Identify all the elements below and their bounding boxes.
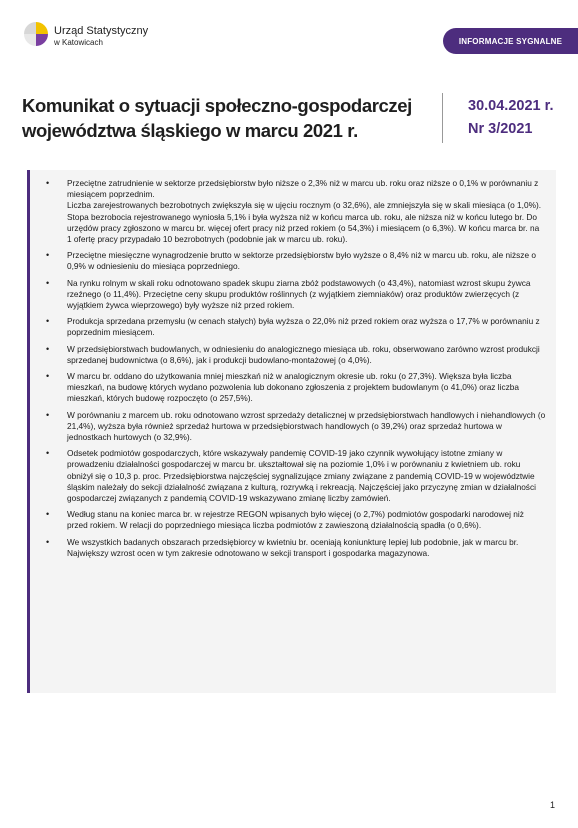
list-item — [30, 250, 546, 272]
publication-meta — [468, 95, 553, 141]
publication-number: Nr 3/2021 — [468, 121, 533, 137]
list-item-text: Według stanu na koniec marca br. w rejestrze REGON wpisanych było więcej (o 2,7%) podmiotów gospodarki narodowej niż przed rokiem. W relacji do poprzedniego miesiąca liczba podmiotów z zawieszoną działalnością spadła (o 0,6%). — [67, 509, 524, 531]
list-item-text: Produkcja sprzedana przemysłu (w cenach stałych) była wyższa o 22,0% niż przed rokiem oraz wyższa o 17,7% w porównaniu z poprzednim miesiącem. — [67, 316, 540, 338]
bullet-icon: • — [46, 343, 50, 354]
bullet-icon: • — [46, 509, 50, 520]
page-title — [22, 93, 422, 143]
bullet-icon: • — [46, 250, 50, 261]
list-item-text: W przedsiębiorstwach budowlanych, w odniesieniu do analogicznego miesiąca ub. roku, obserwowano zarówno wzrost produkcji sprzedanej budownictwa (o 8,6%), jak i produkcji budowlano-montażowej (o 4,0%). — [67, 343, 540, 365]
list-item-text: Przeciętne miesięczne wynagrodzenie brutto w sektorze przedsiębiorstw było wyższe o 8,4% niż w marcu ub. roku, ale niższe o 0,9% w odniesieniu do miesiąca poprzedniego. — [67, 250, 536, 272]
summary-list — [30, 170, 556, 559]
logo-text — [54, 26, 148, 48]
list-item-text: We wszystkich badanych obszarach przedsiębiorcy w kwietniu br. oceniają koniunkturę lepiej lub podobnie, jak w marcu br. Największy wzrost ocen w tym zakresie odnotowano w sekcji transport i gospodarka magazynowa. — [67, 536, 519, 558]
list-item-text: W porównaniu z marcem ub. roku odnotowano wzrost sprzedaży detalicznej w przedsiębiorstwach handlowych i niehandlowych (o 21,4%), wyższa była również sprzedaż hurtowa w przedsiębiorstwach handlowych (o 39,2%) oraz sprzedaż hurtowa w jednostkach hurtowych (o 32,9%). — [67, 409, 546, 443]
logo-name: Urząd Statystyczny — [54, 25, 149, 37]
page-number: 1 — [550, 800, 556, 810]
list-item-text: Liczba zarejestrowanych bezrobotnych zwiększyła się w ujęciu rocznym (o 32,6%), ale zmniejszyła się w skali miesiąca (o 1,0%). Stopa bezrobocia rejestrowanego wyniosła 5,1% i była wyższa niż w końcu marca ub. roku, ale niższa niż w końcu lutego br. Do urzędów pracy zgłoszono w marcu br. więcej ofert pracy niż przed rokiem (o 54,3%) i miesiącem (o 6,3%). W końcu marca br. na 1 ofertę pracy przypadało 10 bezrobotnych (podobnie jak w marcu ub. roku). — [67, 200, 542, 245]
bullet-icon: • — [46, 277, 50, 288]
title-line-2: województwa śląskiego w marcu 2021 r. — [22, 120, 358, 141]
list-item — [30, 344, 546, 366]
header-divider — [442, 93, 443, 143]
bullet-icon: • — [46, 536, 50, 547]
bullet-icon: • — [46, 316, 50, 327]
publication-date: 30.04.2021 r. — [468, 98, 554, 114]
bullet-icon: • — [46, 178, 50, 188]
logo-mark-icon — [22, 20, 50, 50]
list-item-text: Przeciętne zatrudnienie w sektorze przedsiębiorstw było niższe o 2,3% niż w marcu ub. roku oraz niższe o 0,1% w porównaniu z miesiącem poprzednim. — [67, 178, 539, 200]
title-line-1: Komunikat o sytuacji społeczno-gospodarczej — [22, 95, 412, 116]
list-item — [30, 410, 546, 444]
summary-box — [27, 170, 556, 693]
list-item-text: Na rynku rolnym w skali roku odnotowano spadek skupu ziarna zbóż podstawowych (o 43,4%), natomiast wzrost skupu żywca rzeźnego (o 11,4%). Przeciętne ceny skupu produktów roślinnych (z wyjątkiem ziemniaków) oraz produktów zwierzęcych (z wyjątkiem żywca wieprzowego) były wyższe niż przed rokiem. — [67, 277, 531, 311]
bullet-icon: • — [46, 409, 50, 420]
bullet-icon: • — [46, 448, 50, 459]
list-item — [30, 371, 546, 405]
list-item — [30, 278, 546, 312]
logo-location: w Katowicach — [54, 38, 103, 47]
list-item — [30, 509, 546, 531]
list-item-text: Odsetek podmiotów gospodarczych, które wskazywały pandemię COVID-19 jako czynnik wywołujący istotne zmiany w prowadzeniu działalności gospodarczej w marcu br. ukształtował się na poziomie 1,0% i w porównaniu z kwietniem ub. roku obniżył się o 10,3 p. proc. Przedsiębiorstwa najczęściej sygnalizujące zmiany związane z pandemią COVID-19 w województwie śląskim należały do sekcji działalność związana z kulturą, rozrywką i rekreacją. Najczęściej jako przyczynę zmian w działalności gospodarczej związanych z pandemią COVID-19 wskazywano zmianę liczby zamówień. — [67, 448, 536, 504]
list-item — [30, 316, 546, 338]
list-item — [30, 178, 546, 245]
bullet-icon: • — [46, 371, 50, 382]
list-item — [30, 448, 546, 504]
list-item — [30, 537, 546, 559]
institution-logo — [22, 20, 152, 60]
category-badge: INFORMACJE SYGNALNE — [443, 28, 578, 54]
list-item-text: W marcu br. oddano do użytkowania mniej mieszkań niż w analogicznym okresie ub. roku (o 27,3%). Większa była liczba mieszkań, na budowę których wydano pozwolenia lub dokonano zgłoszenia z projektem budowlanym (o 41,0%) oraz liczba mieszkań, których budowę rozpoczęto (o 257,5%). — [67, 371, 519, 404]
